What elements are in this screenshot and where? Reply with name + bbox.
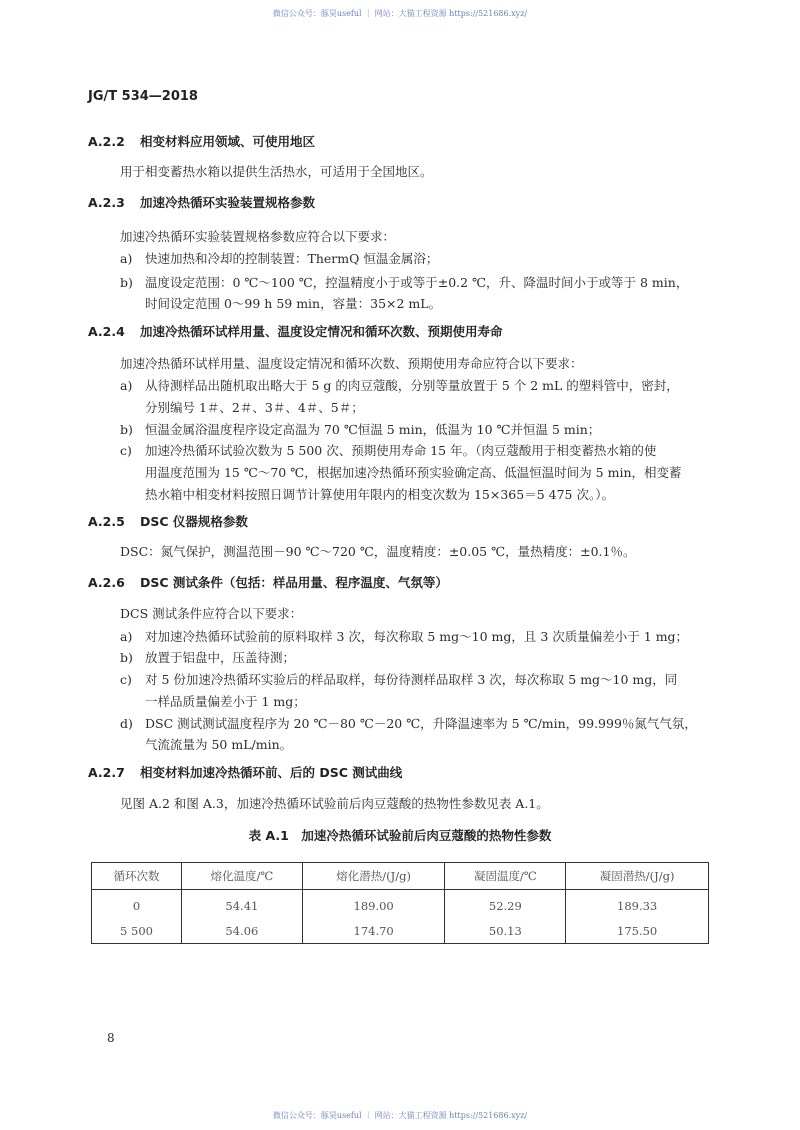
list-label: a) — [120, 251, 133, 266]
document-code: JG/T 534—2018 — [88, 89, 198, 104]
thermal-properties-table — [91, 862, 709, 944]
list-item: 从待测样品出随机取出略大于 5 g 的肉豆蔻酸，分别等量放置于 5 个 2 mL 的塑料管中，密封， — [145, 378, 679, 393]
table-cell: 175.50 — [617, 923, 658, 938]
list-label: b) — [120, 422, 133, 437]
list-label: a) — [120, 629, 133, 644]
section-heading-a23: A.2.3 加速冷热循环实验装置规格参数 — [88, 195, 316, 210]
paragraph: DCS 测试条件应符合以下要求： — [120, 606, 303, 621]
table-cell: 174.70 — [302, 918, 445, 944]
list-item: 放置于铝盘中，压盖待测； — [145, 650, 296, 665]
paragraph: 加速冷热循环实验装置规格参数应符合以下要求： — [120, 229, 396, 244]
section-heading-a22: A.2.2 相变材料应用领域、可使用地区 — [88, 134, 316, 149]
table-cell: 54.41 — [182, 890, 303, 919]
paragraph: 用于相变蓄热水箱以提供生活热水，可适用于全国地区。 — [120, 164, 433, 179]
list-item: DSC 测试测试温度程序为 20 ℃－80 ℃－20 ℃，升降温速率为 5 ℃/min，99.999％氮气气氛， — [145, 716, 697, 731]
list-item: 快速加热和冷却的控制装置：ThermQ 恒温金属浴； — [145, 251, 439, 266]
watermark-bottom: 微信公众号：豚昊useful ｜ 网站：大猫工程资源 https://521686.xyz/ — [272, 1111, 528, 1120]
table-cell: 0 — [92, 890, 182, 919]
column-header: 熔化潜热/(J/g) — [302, 863, 445, 890]
table-cell: 189.00 — [302, 890, 445, 919]
section-heading-a25: A.2.5 DSC 仪器规格参数 — [88, 514, 248, 529]
table-caption: 表 A.1 加速冷热循环试验前后肉豆蔻酸的热物性参数 — [248, 828, 552, 843]
section-heading-a26: A.2.6 DSC 测试条件（包括：样品用量、程序温度、气氛等） — [88, 575, 448, 590]
list-item-cont: 时间设定范围 0～99 h 59 min，容量：35×2 mL。 — [145, 296, 442, 311]
list-item-cont: 气流流量为 50 mL/min。 — [145, 737, 293, 752]
table-row — [92, 918, 709, 944]
list-item-cont: 分别编号 1＃、2＃、3＃、4＃、5＃； — [145, 400, 364, 415]
table-cell: 5 500 — [92, 918, 182, 944]
watermark-top: 微信公众号：豚昊useful ｜ 网站：大猫工程资源 https://521686.xyz/ — [272, 9, 528, 18]
list-label: b) — [120, 275, 133, 290]
paragraph: 见图 A.2 和图 A.3，加速冷热循环试验前后肉豆蔻酸的热物性参数见表 A.1。 — [120, 796, 549, 811]
list-item: 加速冷热循环试验次数为 5 500 次、预期使用寿命 15 年。（肉豆蔻酸用于相变蓄热水箱的使 — [145, 443, 657, 458]
list-item-cont: 一样品质量偏差小于 1 mg； — [145, 694, 306, 709]
section-heading-a24: A.2.4 加速冷热循环试样用量、温度设定情况和循环次数、预期使用寿命 — [88, 324, 503, 339]
list-item: 对加速冷热循环试验前的原料取样 3 次，每次称取 5 mg～10 mg，且 3 次质量偏差小于 1 mg； — [145, 629, 689, 644]
page-number: 8 — [107, 1031, 115, 1045]
column-header: 凝固温度/℃ — [445, 863, 566, 890]
table-row — [92, 890, 709, 919]
list-item-cont: 热水箱中相变材料按照日调节计算使用年限内的相变次数为 15×365＝5 475 次。）。 — [145, 487, 614, 502]
list-label: a) — [120, 378, 133, 393]
paragraph: 加速冷热循环试样用量、温度设定情况和循环次数、预期使用寿命应符合以下要求： — [120, 356, 583, 371]
list-item: 温度设定范围：0 ℃～100 ℃，控温精度小于或等于±0.2 ℃，升、降温时间小于或等于 8 min， — [145, 275, 689, 290]
table-cell: 54.06 — [182, 918, 303, 944]
section-heading-a27: A.2.7 相变材料加速冷热循环前、后的 DSC 测试曲线 — [88, 765, 403, 780]
list-item-cont: 用温度范围为 15 ℃～70 ℃，根据加速冷热循环预实验确定高、低温恒温时间为 5 min，相变蓄 — [145, 465, 682, 480]
list-label: b) — [120, 650, 133, 665]
column-header: 凝固潜热/(J/g) — [566, 863, 709, 890]
column-header: 循环次数 — [92, 863, 182, 890]
list-item: 对 5 份加速冷热循环实验后的样品取样，每份待测样品取样 3 次，每次称取 5 mg～10 mg，同 — [145, 672, 678, 687]
table-cell: 189.33 — [617, 898, 658, 913]
paragraph: DSC：氮气保护，测温范围－90 ℃～720 ℃，温度精度：±0.05 ℃，量热精度：±0.1％。 — [120, 544, 636, 559]
column-header: 熔化温度/℃ — [182, 863, 303, 890]
list-item: 恒温金属浴温度程序设定高温为 70 ℃恒温 5 min，低温为 10 ℃并恒温 5 min； — [145, 422, 601, 437]
list-label: c) — [120, 672, 132, 687]
table-cell: 52.29 — [445, 890, 566, 919]
table-header-row — [92, 863, 709, 890]
list-label: d) — [120, 716, 133, 731]
list-label: c) — [120, 443, 132, 458]
table-cell: 50.13 — [445, 918, 566, 944]
